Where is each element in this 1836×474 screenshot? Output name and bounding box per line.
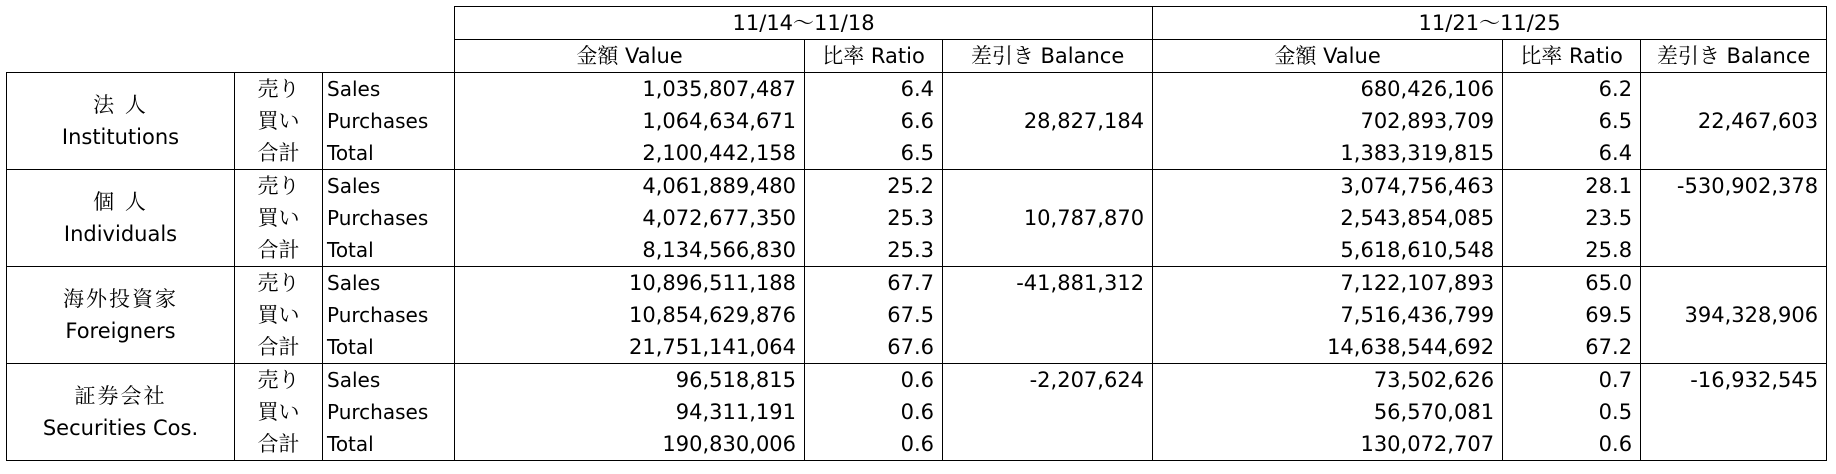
row-type-jp: 売り <box>235 73 323 106</box>
row-type-en: Purchases <box>323 299 455 331</box>
ratio-cell: 6.6 <box>805 105 943 137</box>
table-row <box>7 364 1827 397</box>
row-type-en: Total <box>323 331 455 364</box>
ratio-cell: 25.3 <box>805 234 943 267</box>
category-en: Securities Cos. <box>42 416 199 440</box>
column-header-row <box>7 40 1827 73</box>
ratio-cell: 6.5 <box>805 137 943 170</box>
category-en: Foreigners <box>65 319 176 343</box>
row-type-en: Purchases <box>323 202 455 234</box>
value-cell: 1,383,319,815 <box>1153 137 1503 170</box>
value-cell: 680,426,106 <box>1153 73 1503 106</box>
value-header-2: 金額 Value <box>1153 40 1503 73</box>
value-cell: 96,518,815 <box>455 364 805 397</box>
balance-header-1: 差引き Balance <box>943 40 1153 73</box>
row-type-jp: 買い <box>235 396 323 428</box>
row-type-en: Sales <box>323 170 455 203</box>
category-jp: 個 人 <box>93 190 148 214</box>
ratio-cell: 25.8 <box>1503 234 1641 267</box>
row-type-jp: 合計 <box>235 428 323 461</box>
period-header-row <box>7 7 1827 40</box>
table-row <box>7 202 1827 234</box>
row-type-jp: 売り <box>235 267 323 300</box>
balance-cell: -41,881,312 <box>943 267 1153 300</box>
row-type-jp: 売り <box>235 170 323 203</box>
row-type-jp: 売り <box>235 364 323 397</box>
table-row <box>7 299 1827 331</box>
balance-cell: 10,787,870 <box>943 202 1153 234</box>
row-type-en: Purchases <box>323 105 455 137</box>
value-cell: 14,638,544,692 <box>1153 331 1503 364</box>
table-row <box>7 73 1827 106</box>
table-row <box>7 105 1827 137</box>
ratio-cell: 0.6 <box>805 396 943 428</box>
row-type-jp: 合計 <box>235 137 323 170</box>
balance-header-2: 差引き Balance <box>1641 40 1827 73</box>
row-type-en: Sales <box>323 73 455 106</box>
table-row <box>7 267 1827 300</box>
value-cell: 10,854,629,876 <box>455 299 805 331</box>
balance-cell <box>943 428 1153 461</box>
value-cell: 7,122,107,893 <box>1153 267 1503 300</box>
balance-cell <box>1641 137 1827 170</box>
balance-cell <box>1641 396 1827 428</box>
value-cell: 21,751,141,064 <box>455 331 805 364</box>
table-row <box>7 396 1827 428</box>
period-header-2: 11/21～11/25 <box>1153 7 1827 40</box>
ratio-cell: 67.6 <box>805 331 943 364</box>
row-type-jp: 合計 <box>235 331 323 364</box>
balance-cell <box>1641 234 1827 267</box>
table-row <box>7 428 1827 461</box>
row-type-en: Purchases <box>323 396 455 428</box>
row-type-en: Sales <box>323 364 455 397</box>
value-cell: 1,035,807,487 <box>455 73 805 106</box>
balance-cell: -530,902,378 <box>1641 170 1827 203</box>
category-jp: 法 人 <box>93 93 148 117</box>
balance-cell <box>1641 267 1827 300</box>
balance-cell <box>1641 428 1827 461</box>
balance-cell <box>943 137 1153 170</box>
balance-cell <box>943 299 1153 331</box>
balance-cell: 28,827,184 <box>943 105 1153 137</box>
balance-cell: 394,328,906 <box>1641 299 1827 331</box>
balance-cell <box>943 234 1153 267</box>
category-cell <box>7 364 235 461</box>
row-type-en: Total <box>323 137 455 170</box>
balance-cell <box>1641 73 1827 106</box>
value-cell: 702,893,709 <box>1153 105 1503 137</box>
value-cell: 73,502,626 <box>1153 364 1503 397</box>
table-row <box>7 170 1827 203</box>
value-cell: 2,543,854,085 <box>1153 202 1503 234</box>
table-row <box>7 137 1827 170</box>
value-cell: 7,516,436,799 <box>1153 299 1503 331</box>
value-cell: 3,074,756,463 <box>1153 170 1503 203</box>
row-type-en: Sales <box>323 267 455 300</box>
row-type-jp: 買い <box>235 105 323 137</box>
ratio-cell: 6.2 <box>1503 73 1641 106</box>
category-jp: 証券会社 <box>74 384 167 408</box>
balance-cell: 22,467,603 <box>1641 105 1827 137</box>
ratio-cell: 0.6 <box>1503 428 1641 461</box>
table-row <box>7 234 1827 267</box>
ratio-cell: 67.5 <box>805 299 943 331</box>
ratio-cell: 25.2 <box>805 170 943 203</box>
ratio-cell: 0.6 <box>805 428 943 461</box>
ratio-cell: 28.1 <box>1503 170 1641 203</box>
balance-cell: -16,932,545 <box>1641 364 1827 397</box>
value-cell: 8,134,566,830 <box>455 234 805 267</box>
value-cell: 56,570,081 <box>1153 396 1503 428</box>
row-type-jp: 買い <box>235 202 323 234</box>
value-cell: 10,896,511,188 <box>455 267 805 300</box>
category-en: Individuals <box>63 222 178 246</box>
ratio-cell: 65.0 <box>1503 267 1641 300</box>
value-cell: 2,100,442,158 <box>455 137 805 170</box>
ratio-cell: 0.7 <box>1503 364 1641 397</box>
period-header-1: 11/14～11/18 <box>455 7 1153 40</box>
row-type-jp: 買い <box>235 299 323 331</box>
value-cell: 5,618,610,548 <box>1153 234 1503 267</box>
ratio-cell: 6.4 <box>1503 137 1641 170</box>
value-cell: 1,064,634,671 <box>455 105 805 137</box>
ratio-cell: 6.5 <box>1503 105 1641 137</box>
balance-cell <box>943 73 1153 106</box>
table-row <box>7 331 1827 364</box>
corner-blank <box>7 40 455 73</box>
ratio-cell: 6.4 <box>805 73 943 106</box>
value-cell: 190,830,006 <box>455 428 805 461</box>
category-cell <box>7 73 235 170</box>
value-cell: 4,072,677,350 <box>455 202 805 234</box>
balance-cell <box>943 331 1153 364</box>
ratio-cell: 25.3 <box>805 202 943 234</box>
row-type-en: Total <box>323 234 455 267</box>
category-cell <box>7 170 235 267</box>
ratio-header-1: 比率 Ratio <box>805 40 943 73</box>
category-jp: 海外投資家 <box>63 287 178 311</box>
ratio-cell: 69.5 <box>1503 299 1641 331</box>
value-cell: 4,061,889,480 <box>455 170 805 203</box>
row-type-en: Total <box>323 428 455 461</box>
ratio-cell: 23.5 <box>1503 202 1641 234</box>
balance-cell <box>1641 331 1827 364</box>
ratio-cell: 0.6 <box>805 364 943 397</box>
value-header-1: 金額 Value <box>455 40 805 73</box>
category-en: Institutions <box>61 125 180 149</box>
row-type-jp: 合計 <box>235 234 323 267</box>
corner-blank <box>7 7 455 40</box>
ratio-cell: 67.7 <box>805 267 943 300</box>
category-cell <box>7 267 235 364</box>
balance-cell <box>1641 202 1827 234</box>
ratio-header-2: 比率 Ratio <box>1503 40 1641 73</box>
ratio-cell: 67.2 <box>1503 331 1641 364</box>
value-cell: 94,311,191 <box>455 396 805 428</box>
balance-cell: -2,207,624 <box>943 364 1153 397</box>
balance-cell <box>943 170 1153 203</box>
ratio-cell: 0.5 <box>1503 396 1641 428</box>
balance-cell <box>943 396 1153 428</box>
value-cell: 130,072,707 <box>1153 428 1503 461</box>
trading-table <box>6 6 1827 461</box>
